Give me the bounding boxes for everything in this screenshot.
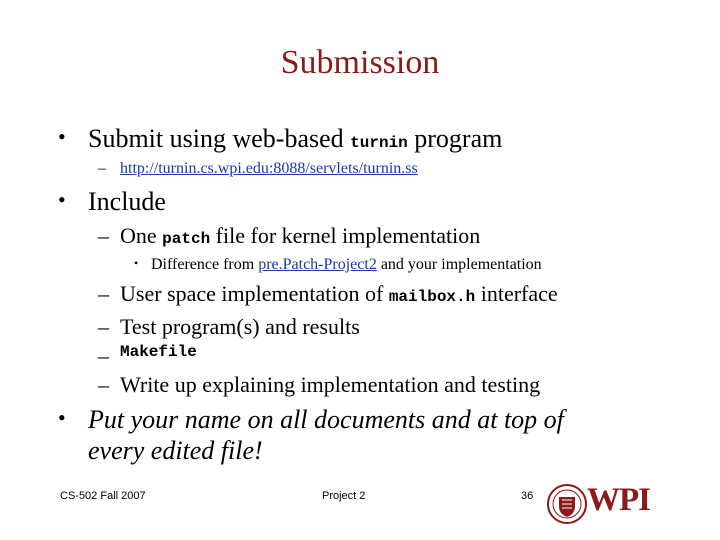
wpi-seal-icon <box>547 484 587 524</box>
wpi-logo: WPI <box>587 482 650 518</box>
dash-icon: – <box>98 281 109 306</box>
bullet-dot-icon: • <box>134 256 139 270</box>
slide-title: Submission <box>280 44 440 81</box>
makefile-code: Makefile <box>120 343 197 361</box>
bullet-submit-text <box>88 124 502 154</box>
patch-code: patch <box>162 230 211 248</box>
dash-icon: – <box>98 372 109 397</box>
submit-text-before: Submit using web-based <box>88 124 351 153</box>
mailbox-text-before: User space implementation of <box>120 281 389 306</box>
footer-page-number: 36 <box>521 490 534 502</box>
bullet-dot-icon: • <box>58 187 66 212</box>
difference-text-after: and your implementation <box>376 256 542 273</box>
patch-text <box>120 223 480 249</box>
mailbox-code: mailbox.h <box>388 288 476 306</box>
bullet-include-text: Include <box>88 187 166 216</box>
turnin-url-link[interactable]: http://turnin.cs.wpi.edu:8088/servlets/turnin.ss <box>120 160 418 177</box>
footer-course: CS-502 Fall 2007 <box>60 490 146 502</box>
turnin-code: turnin <box>350 134 408 152</box>
mailbox-text <box>120 281 558 307</box>
put-name-line2: every edited file! <box>88 436 263 465</box>
put-name-line1: Put your name on all documents and at top of <box>88 405 564 434</box>
dash-icon: – <box>98 223 109 248</box>
difference-text-before: Difference from <box>151 256 259 273</box>
mailbox-text-after: interface <box>475 281 558 306</box>
dash-icon: – <box>98 343 109 368</box>
test-program-text: Test program(s) and results <box>120 314 360 339</box>
footer-project: Project 2 <box>322 490 366 502</box>
submit-text-after: program <box>407 124 503 153</box>
difference-text <box>151 256 542 274</box>
patch-text-after: file for kernel implementation <box>210 223 481 248</box>
dash-icon: – <box>98 160 106 177</box>
bullet-dot-icon: • <box>58 405 66 430</box>
bullet-dot-icon: • <box>58 124 66 149</box>
prepatch-link[interactable]: pre.Patch-Project2 <box>258 256 377 273</box>
patch-text-before: One <box>120 223 163 248</box>
write-up-text: Write up explaining implementation and testing <box>120 372 541 397</box>
dash-icon: – <box>98 314 109 339</box>
